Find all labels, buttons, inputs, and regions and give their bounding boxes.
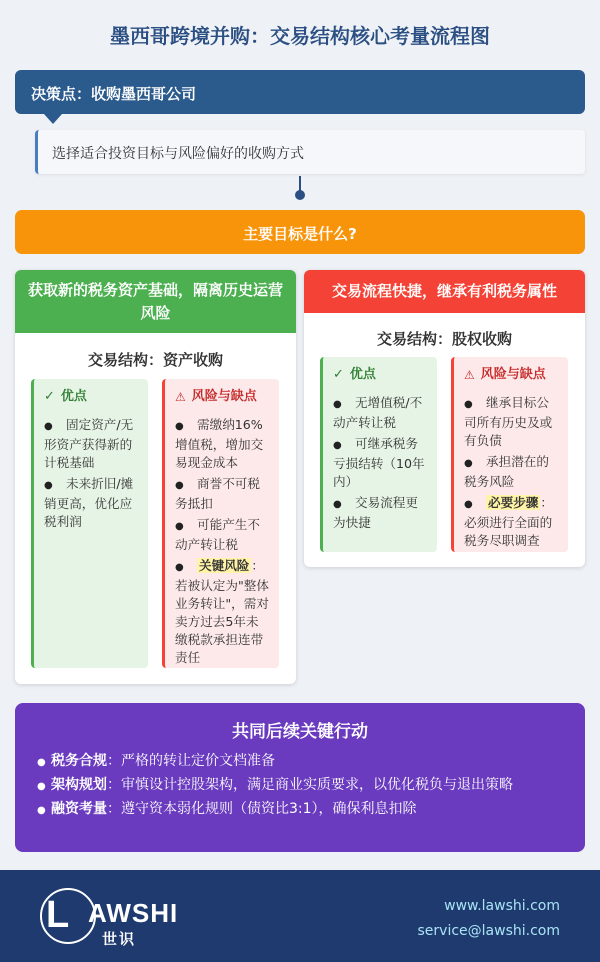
list-item: ● 固定资产/无形资产获得新的计税基础 [44, 417, 134, 470]
cons-column [162, 379, 279, 668]
cons-title: 风险与缺点 [480, 367, 546, 382]
warning-icon: ⚠ [175, 390, 186, 404]
action-item: ● 税务合规：严格的转让定价文档准备 [37, 753, 275, 769]
key-risk-item: ● 关键风险 ：若被认定为"整体业务转让"，需对卖方过去5年未缴税款承担连带责任 [175, 558, 269, 665]
pros-cons-columns [320, 357, 568, 552]
decision-description: 选择适合投资目标与风险偏好的收购方式 [35, 130, 585, 174]
lawshi-logo [40, 888, 179, 950]
pros-title: 优点 [60, 389, 87, 404]
logo-word: AWSHI [88, 898, 179, 928]
list-item: ● 可能产生不动产转让税 [175, 517, 260, 552]
list-item: ● 无增值税/不动产转让税 [333, 395, 423, 430]
action-item: ● 融资考量：遵守资本弱化规则（债资比3:1），确保利息扣除 [37, 801, 417, 817]
logo-chinese: 世识 [102, 930, 137, 948]
key-risk-label: 关键风险 [199, 558, 250, 573]
branch-share-acquisition [304, 270, 585, 567]
list-item: ● 承担潜在的税务风险 [464, 454, 549, 489]
pros-column [320, 357, 437, 552]
branch-asset-acquisition [15, 270, 296, 684]
cons-title: 风险与缺点 [191, 389, 257, 404]
key-step-item: ● 必要步骤 ：必须进行全面的税务尽职调查 [464, 495, 553, 548]
pros-title: 优点 [349, 367, 376, 382]
structure-label: 交易结构：股权收购 [376, 330, 512, 348]
list-item: ● 需缴纳16%增值税，增加交易现金成本 [175, 417, 264, 470]
follow-up-actions [15, 703, 585, 852]
pros-column [31, 379, 148, 668]
check-icon: ✓ [44, 389, 55, 404]
list-item: ● 未来折旧/摊销更高，优化应税利润 [44, 476, 134, 529]
list-item: ● 可继承税务亏损结转（10年内） [333, 436, 425, 489]
page-title: 墨西哥跨境并购：交易结构核心考量流程图 [110, 24, 490, 48]
decision-pointer [44, 114, 62, 124]
goal-question: 主要目标是什么? [15, 210, 585, 254]
branch-header: 获取新的税务资产基础，隔离历史运营风险 [15, 270, 296, 333]
action-item: ● 架构规划：审慎设计控股架构，满足商业实质要求，以优化税负与退出策略 [37, 777, 513, 793]
branch-header: 交易流程快捷，继承有利税务属性 [304, 270, 585, 313]
list-item: ● 商誉不可税务抵扣 [175, 476, 260, 511]
actions-title: 共同后续关键行动 [232, 722, 368, 742]
footer [0, 870, 600, 962]
connector-dot [295, 190, 305, 200]
email-link[interactable]: service@lawshi.com [417, 923, 560, 939]
decision-box: 决策点：收购墨西哥公司 [15, 70, 585, 114]
contact-info [418, 894, 560, 944]
logo-letter: L [46, 894, 70, 936]
list-item: ● 交易流程更为快捷 [333, 495, 418, 530]
warning-icon: ⚠ [464, 368, 475, 382]
key-step-label: 必要步骤 [488, 495, 539, 510]
cons-column [451, 357, 568, 552]
structure-label: 交易结构：资产收购 [87, 351, 223, 369]
website-link[interactable]: www.lawshi.com [444, 898, 560, 914]
pros-cons-columns [31, 379, 279, 668]
check-icon: ✓ [333, 367, 344, 382]
list-item: ● 继承目标公司所有历史及或有负债 [464, 395, 553, 448]
